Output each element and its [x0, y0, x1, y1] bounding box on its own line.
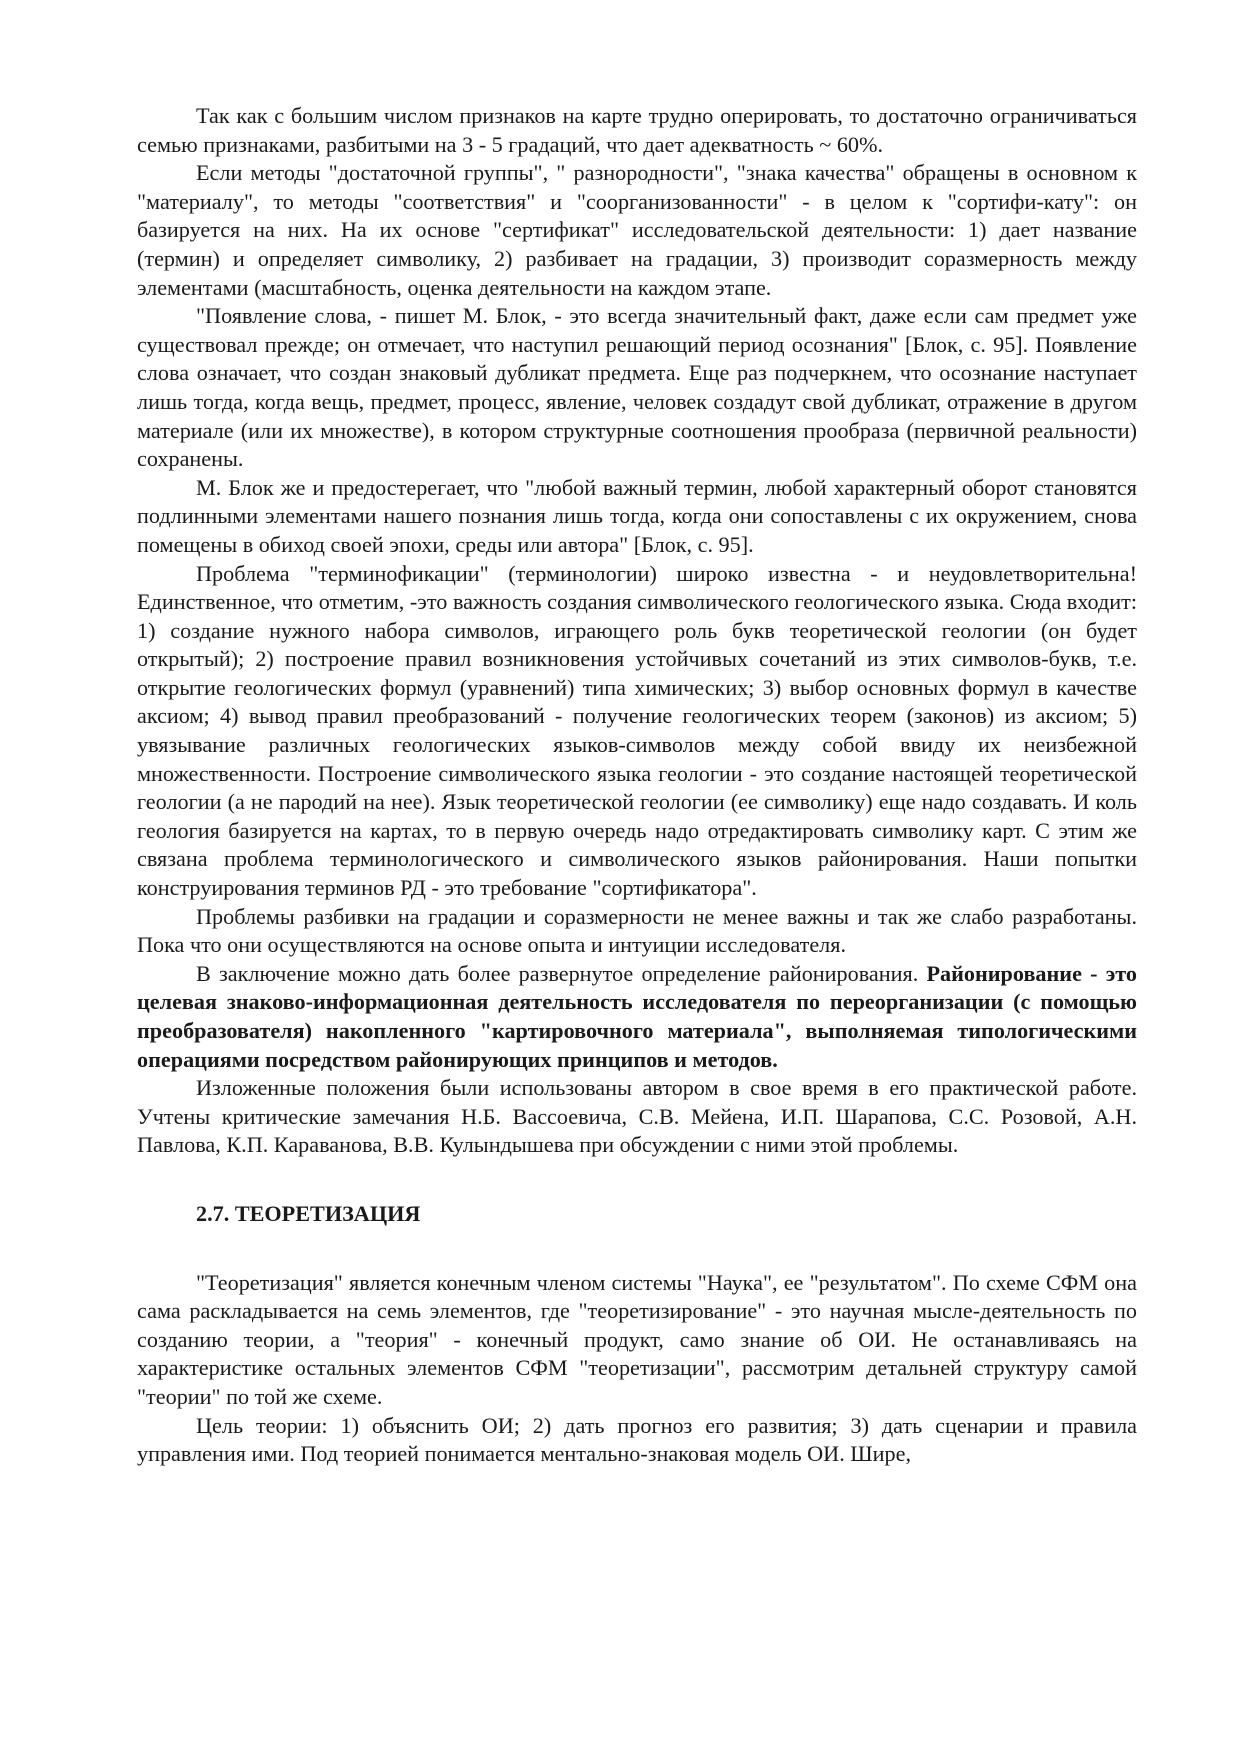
conclusion-paragraph [137, 960, 1137, 1074]
paragraph: Проблемы разбивки на градации и соразмерности не менее важны и так же слабо разработаны. Пока что они осуществляются на основе опыта и интуиции исследователя. [137, 903, 1137, 958]
section-heading: 2.7. ТЕОРЕТИЗАЦИЯ [196, 1200, 421, 1226]
paragraph: Если методы "достаточной группы", " разнородности", "знака качества" обращены в основном к "материалу", то методы "соответствия" и "соорганизованности" - в целом к "сортифи-кату": он базируется на них. На их основе "сертификат" исследовательской деятельности: 1) дает название (термин) и определяет символику, 2) разбивает на градации, 3) производит соразмерность между элементами (масштабность, оценка деятельности на каждом этапе. [137, 160, 1137, 300]
zoning-definition: Районирование - это целевая знаково-информационная деятельность исследователя по переорганизации (с помощью преобразователя) накопленного "картировочного материала", выполняемая типологическими операциями посредством районирующих принципов и методов. [137, 960, 1137, 1072]
document-page [137, 102, 1137, 1469]
paragraph: Цель теории: 1) объяснить ОИ; 2) дать прогноз его развития; 3) дать сценарии и правила управления ими. Под теорией понимается ментально-знаковая модель ОИ. Шире, [137, 1412, 1137, 1467]
acknowledgement-paragraph: Изложенные положения были использованы автором в свое время в его практической работе. Учтены критические замечания Н.Б. Вассоевича, С.В. Мейена, И.П. Шарапова, С.С. Розовой, А.Н. Павлова, К.П. Караванова, В.В. Кулындышева при обсуждении с ними этой проблемы. [137, 1075, 1137, 1158]
paragraph: М. Блок же и предостерегает, что "любой важный термин, любой характерный оборот становятся подлинными элементами нашего познания лишь тогда, когда они сопоставлены с их окружением, снова помещены в обиход своей эпохи, среды или автора" [Блок, с. 95]. [137, 474, 1137, 557]
paragraph: "Появление слова, - пишет М. Блок, - это всегда значительный факт, даже если сам предмет уже существовал прежде; он отмечает, что наступил решающий период осознания" [Блок, с. 95]. Появление слова означает, что создан знаковый дубликат предмета. Еще раз подчеркнем, что осознание наступает лишь тогда, когда вещь, предмет, процесс, явление, человек создадут свой дубликат, отражение в другом материале (или их множестве), в котором структурные соотношения прообраза (первичной реальности) сохранены. [137, 303, 1137, 472]
conclusion-intro: В заключение можно дать более развернутое определение районирования. [196, 960, 927, 986]
paragraph: Проблема "терминофикации" (терминологии) широко известна - и неудовлетворительна! Единственное, что отметим, -это важность создания символического геологического языка. Сюда входит: 1) создание нужного набора символов, играющего роль букв теоретической геологии (он будет открытый); 2) построение правил возникновения устойчивых сочетаний из этих символов-букв, т.е. открытие геологических формул (уравнений) типа химических; 3) выбор основных формул в качестве аксиом; 4) вывод правил преобразований - получение геологических теорем (законов) из аксиом; 5) увязывание различных геологических языков-символов между собой ввиду их неизбежной множественности. Построение символического языка геологии - это создание настоящей теоретической геологии (а не пародий на нее). Язык теоретической геологии (ее символику) еще надо создавать. И коль геология базируется на картах, то в первую очередь надо отредактировать символику карт. С этим же связана проблема терминологического и символического языков районирования. Наши попытки конструирования терминов РД - это требование "сортификатора". [137, 560, 1137, 901]
paragraph: Так как с большим числом признаков на карте трудно оперировать, то достаточно ограничиваться семью признаками, разбитыми на 3 - 5 градаций, что дает адекватность ~ 60%. [137, 103, 1137, 157]
paragraph: "Теоретизация" является конечным членом системы "Наука", ее "результатом". По схеме СФМ она сама раскладывается на семь элементов, где "теоретизирование" - это научная мысле-деятельность по созданию теории, а "теория" - конечный продукт, само знание об ОИ. Не останавливаясь на характеристике остальных элементов СФМ "теоретизации", рассмотрим детальней структуру самой "теории" по той же схеме. [137, 1269, 1137, 1409]
